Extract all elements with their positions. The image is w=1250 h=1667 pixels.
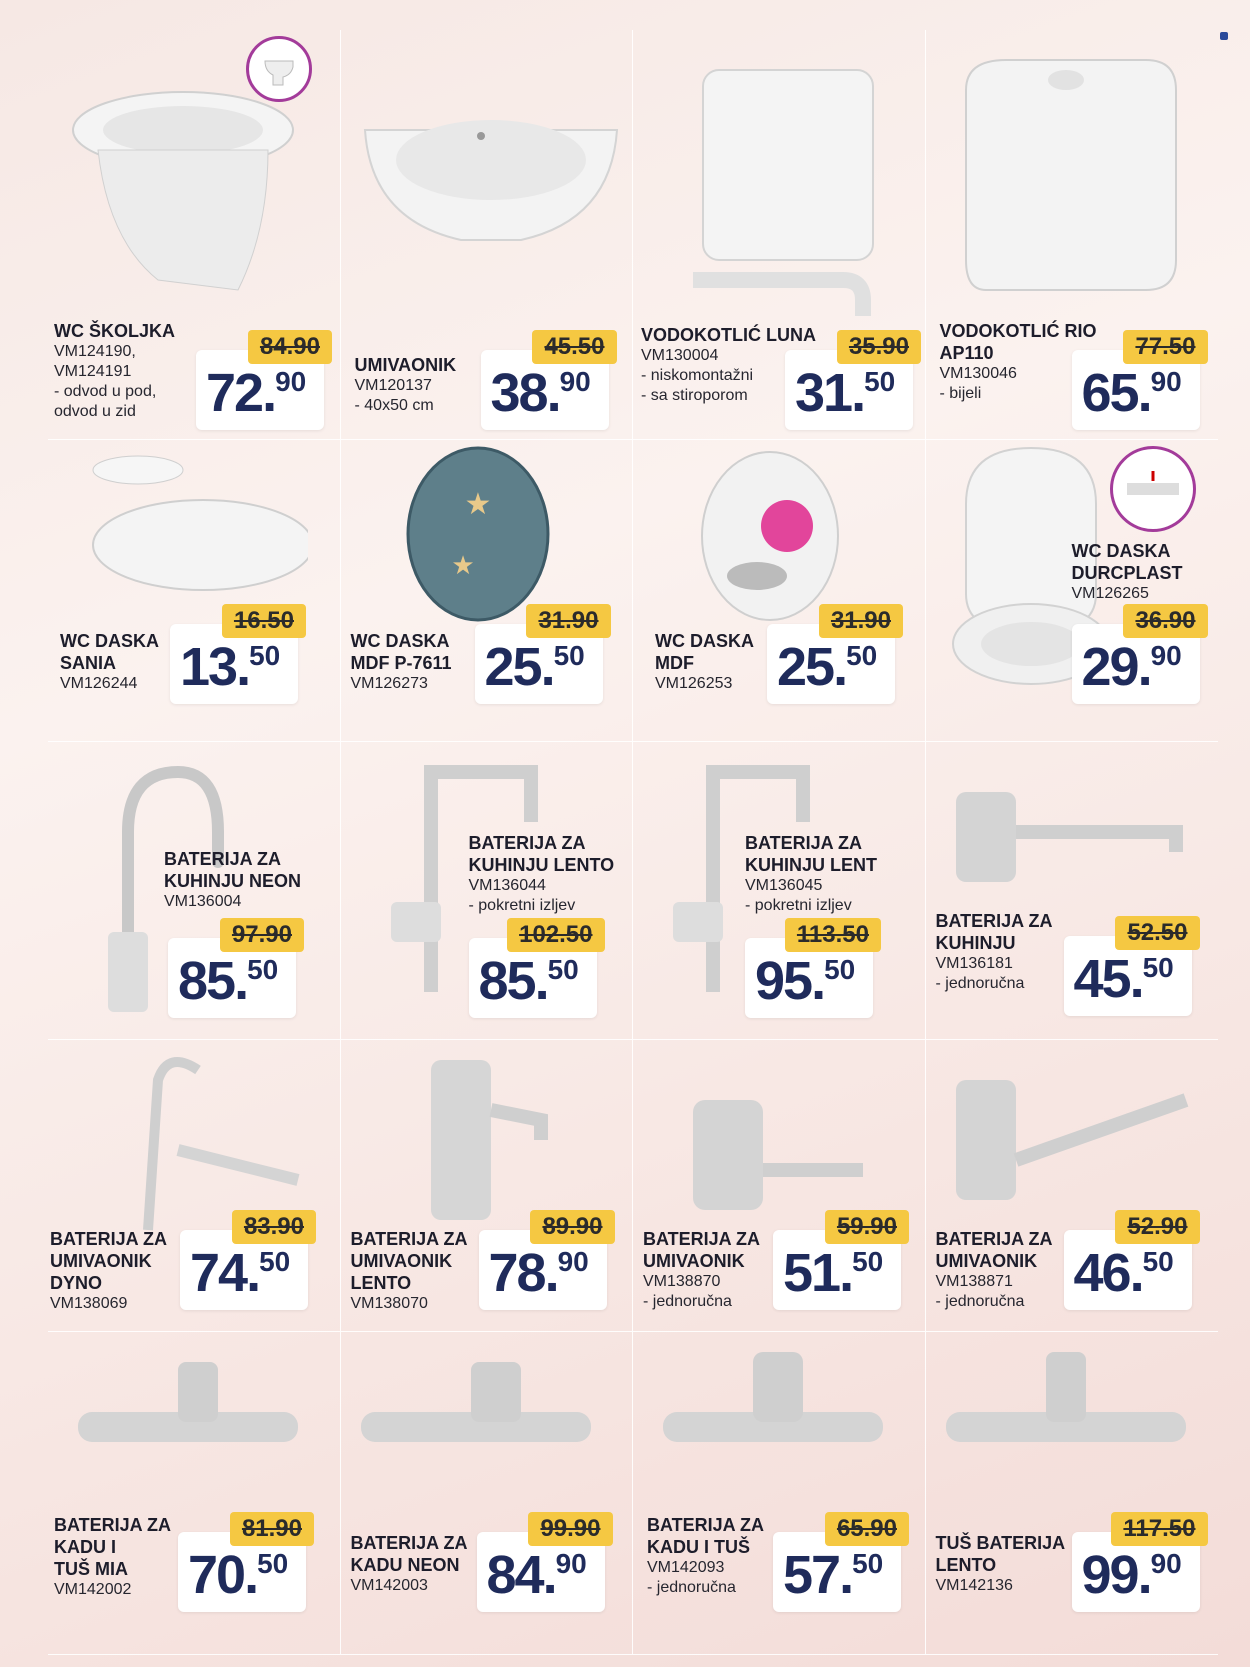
product-card-kitchen[interactable] [926,742,1219,1040]
old-price: 113.50 [785,918,881,952]
old-price: 117.50 [1111,1512,1207,1546]
product-name: BATERIJA ZA UMIVAONIK [643,1229,760,1271]
product-name: BATERIJA ZA KADU I TUŠ [647,1515,764,1557]
product-card-basin-lento[interactable] [341,1040,634,1332]
new-price: 45.50 [1073,949,1174,1009]
product-name: BATERIJA ZA UMIVAONIK [935,1229,1053,1271]
product-name: BATERIJA ZA KADU I TUŠ MIA [54,1515,171,1579]
price-box [745,921,873,1018]
price-box [168,921,296,1018]
product-card-basin-2[interactable] [926,1040,1219,1332]
product-details: VM130046 - bijeli [939,365,1017,402]
product-details: VM126244 [60,675,138,692]
svg-text:★: ★ [464,488,491,521]
old-price: 52.50 [1115,916,1199,950]
product-name: WC ŠKOLJKA [54,321,175,341]
old-price: 31.90 [526,604,610,638]
new-price: 95.50 [755,951,856,1011]
product-card-kitchen-neon[interactable] [48,742,341,1040]
new-price: 38.90 [490,363,591,423]
product-name: BATERIJA ZA KUHINJU LENT [745,833,878,875]
product-name: TUŠ BATERIJA LENTO [935,1533,1066,1575]
new-price: 70.50 [188,1545,289,1605]
new-price: 99.90 [1081,1545,1182,1605]
price-box [481,333,609,430]
toilet-seat-image [697,446,843,626]
product-card-shower-lento[interactable] [926,1332,1219,1655]
product-grid [48,30,1218,1655]
old-price: 81.90 [230,1512,314,1546]
price-box [1072,1515,1200,1612]
faucet-image [68,1342,308,1492]
product-name: BATERIJA ZA KUHINJU NEON [164,849,302,891]
product-card-bath-neon[interactable] [341,1332,634,1655]
product-details: VM138870 - jednoručna [643,1273,732,1310]
product-name: WC DASKA MDF [655,631,754,673]
product-details: VM130004 - niskomontažni - sa stiroporom [641,347,754,404]
hinge-detail-badge [1110,446,1196,532]
old-price: 65.90 [825,1512,909,1546]
old-price: 89.90 [530,1210,614,1244]
sink-image [361,100,621,250]
new-price: 51.50 [783,1243,884,1303]
product-name: BATERIJA ZA KADU NEON [350,1533,468,1575]
price-box [1072,607,1200,704]
product-details: VM120137 - 40x50 cm [354,377,434,414]
old-price: 31.90 [819,604,903,638]
old-price: 84.90 [248,330,332,364]
product-details: VM138070 [350,1295,428,1312]
product-card-cistern-rio[interactable] [926,30,1219,440]
price-box [785,333,913,430]
new-price: 13.50 [180,637,281,697]
new-price: 72.90 [206,363,307,423]
product-card-basin-dyno[interactable] [48,1040,341,1332]
faucet-image [411,1040,571,1230]
old-price: 36.90 [1123,604,1207,638]
faucet-image [653,1342,893,1492]
old-price: 77.50 [1123,330,1207,364]
product-card-seat-sania[interactable] [48,440,341,742]
product-details: VM136004 [164,893,242,910]
faucet-image [683,1060,883,1220]
price-box [767,607,895,704]
old-price: 16.50 [222,604,306,638]
product-name: BATERIJA ZA UMIVAONIK LENTO [350,1229,468,1293]
new-price: 25.50 [777,637,878,697]
product-name: UMIVAONIK [354,355,457,375]
new-price: 57.50 [783,1545,884,1605]
price-box [180,1213,308,1310]
product-name: BATERIJA ZA KUHINJU [935,911,1053,953]
product-card-kitchen-lent[interactable] [633,742,926,1040]
product-details: VM142136 [935,1577,1013,1594]
old-price: 52.90 [1115,1210,1199,1244]
product-card-toilet[interactable] [48,30,341,440]
product-card-cistern-luna[interactable] [633,30,926,440]
old-price: 83.90 [232,1210,316,1244]
product-details: VM142002 [54,1581,132,1598]
price-box [1064,1213,1192,1310]
new-price: 78.90 [488,1243,589,1303]
product-name: WC DASKA SANIA [60,631,159,673]
product-name: VODOKOTLIĆ RIO AP110 [939,321,1097,363]
price-box [170,607,298,704]
product-details: VM136044 - pokretni izljev [468,877,576,914]
price-box [1072,333,1200,430]
old-price: 102.50 [507,918,604,952]
price-box [773,1515,901,1612]
product-name: WC DASKA MDF P-7611 [350,631,452,673]
product-details: VM126273 [350,675,428,692]
product-card-seat-durcplast[interactable] [926,440,1219,742]
product-details: VM126253 [655,675,733,692]
toilet-seat-image [78,450,308,600]
product-details: VM136181 - jednoručna [935,955,1025,992]
old-price: 35.90 [837,330,921,364]
product-details: VM138069 [50,1295,128,1312]
product-card-seat-mdf[interactable] [633,440,926,742]
toilet-seat-image [403,444,553,624]
product-card-bath-mia[interactable] [48,1332,341,1655]
old-price: 45.50 [532,330,616,364]
old-price: 97.90 [220,918,304,952]
product-name: BATERIJA ZA UMIVAONIK DYNO [50,1229,167,1293]
price-box [773,1213,901,1310]
new-price: 85.50 [178,951,279,1011]
price-box [196,333,324,430]
new-price: 74.50 [190,1243,291,1303]
new-price: 29.90 [1081,637,1182,697]
price-box [178,1515,306,1612]
product-card-basin-1[interactable] [633,1040,926,1332]
product-details: VM136045 - pokretni izljev [745,877,852,914]
hinge-icon [1123,469,1183,509]
cistern-image [673,60,893,320]
price-box [479,1213,607,1310]
price-box [1064,919,1192,1016]
old-price: 59.90 [825,1210,909,1244]
toilet-bowl-image [68,80,298,310]
product-details: VM138871 - jednoručna [935,1273,1025,1310]
faucet-image [946,762,1196,892]
product-card-seat-mdf-p7611[interactable] [341,440,634,742]
product-card-kitchen-lento[interactable] [341,742,634,1040]
product-name: BATERIJA ZA KUHINJU LENTO [468,833,615,875]
product-details: VM126265 [1071,585,1149,602]
price-box [477,1515,605,1612]
product-name: WC DASKA DURCPLAST [1071,541,1183,583]
new-price: 46.50 [1073,1243,1174,1303]
product-card-sink[interactable] [341,30,634,440]
price-box [475,607,603,704]
faucet-image [351,1342,611,1492]
product-card-bath-shower[interactable] [633,1332,926,1655]
new-price: 85.50 [478,951,579,1011]
new-price: 84.90 [486,1545,587,1605]
new-price: 25.50 [484,637,585,697]
product-name: VODOKOTLIĆ LUNA [641,325,816,345]
old-price: 99.90 [528,1512,612,1546]
product-details: VM142003 [350,1577,428,1594]
faucet-image [936,1342,1206,1492]
faucet-image [946,1040,1206,1210]
new-price: 31.50 [795,363,896,423]
svg-text:★: ★ [450,550,475,580]
new-price: 65.90 [1081,363,1182,423]
cistern-image [946,50,1186,300]
brand-logo-mark [1220,32,1228,40]
price-box [469,921,597,1018]
product-details: VM142093 - jednoručna [647,1559,736,1596]
product-details: VM124190, VM124191 - odvod u pod, odvod u zid [54,343,157,420]
